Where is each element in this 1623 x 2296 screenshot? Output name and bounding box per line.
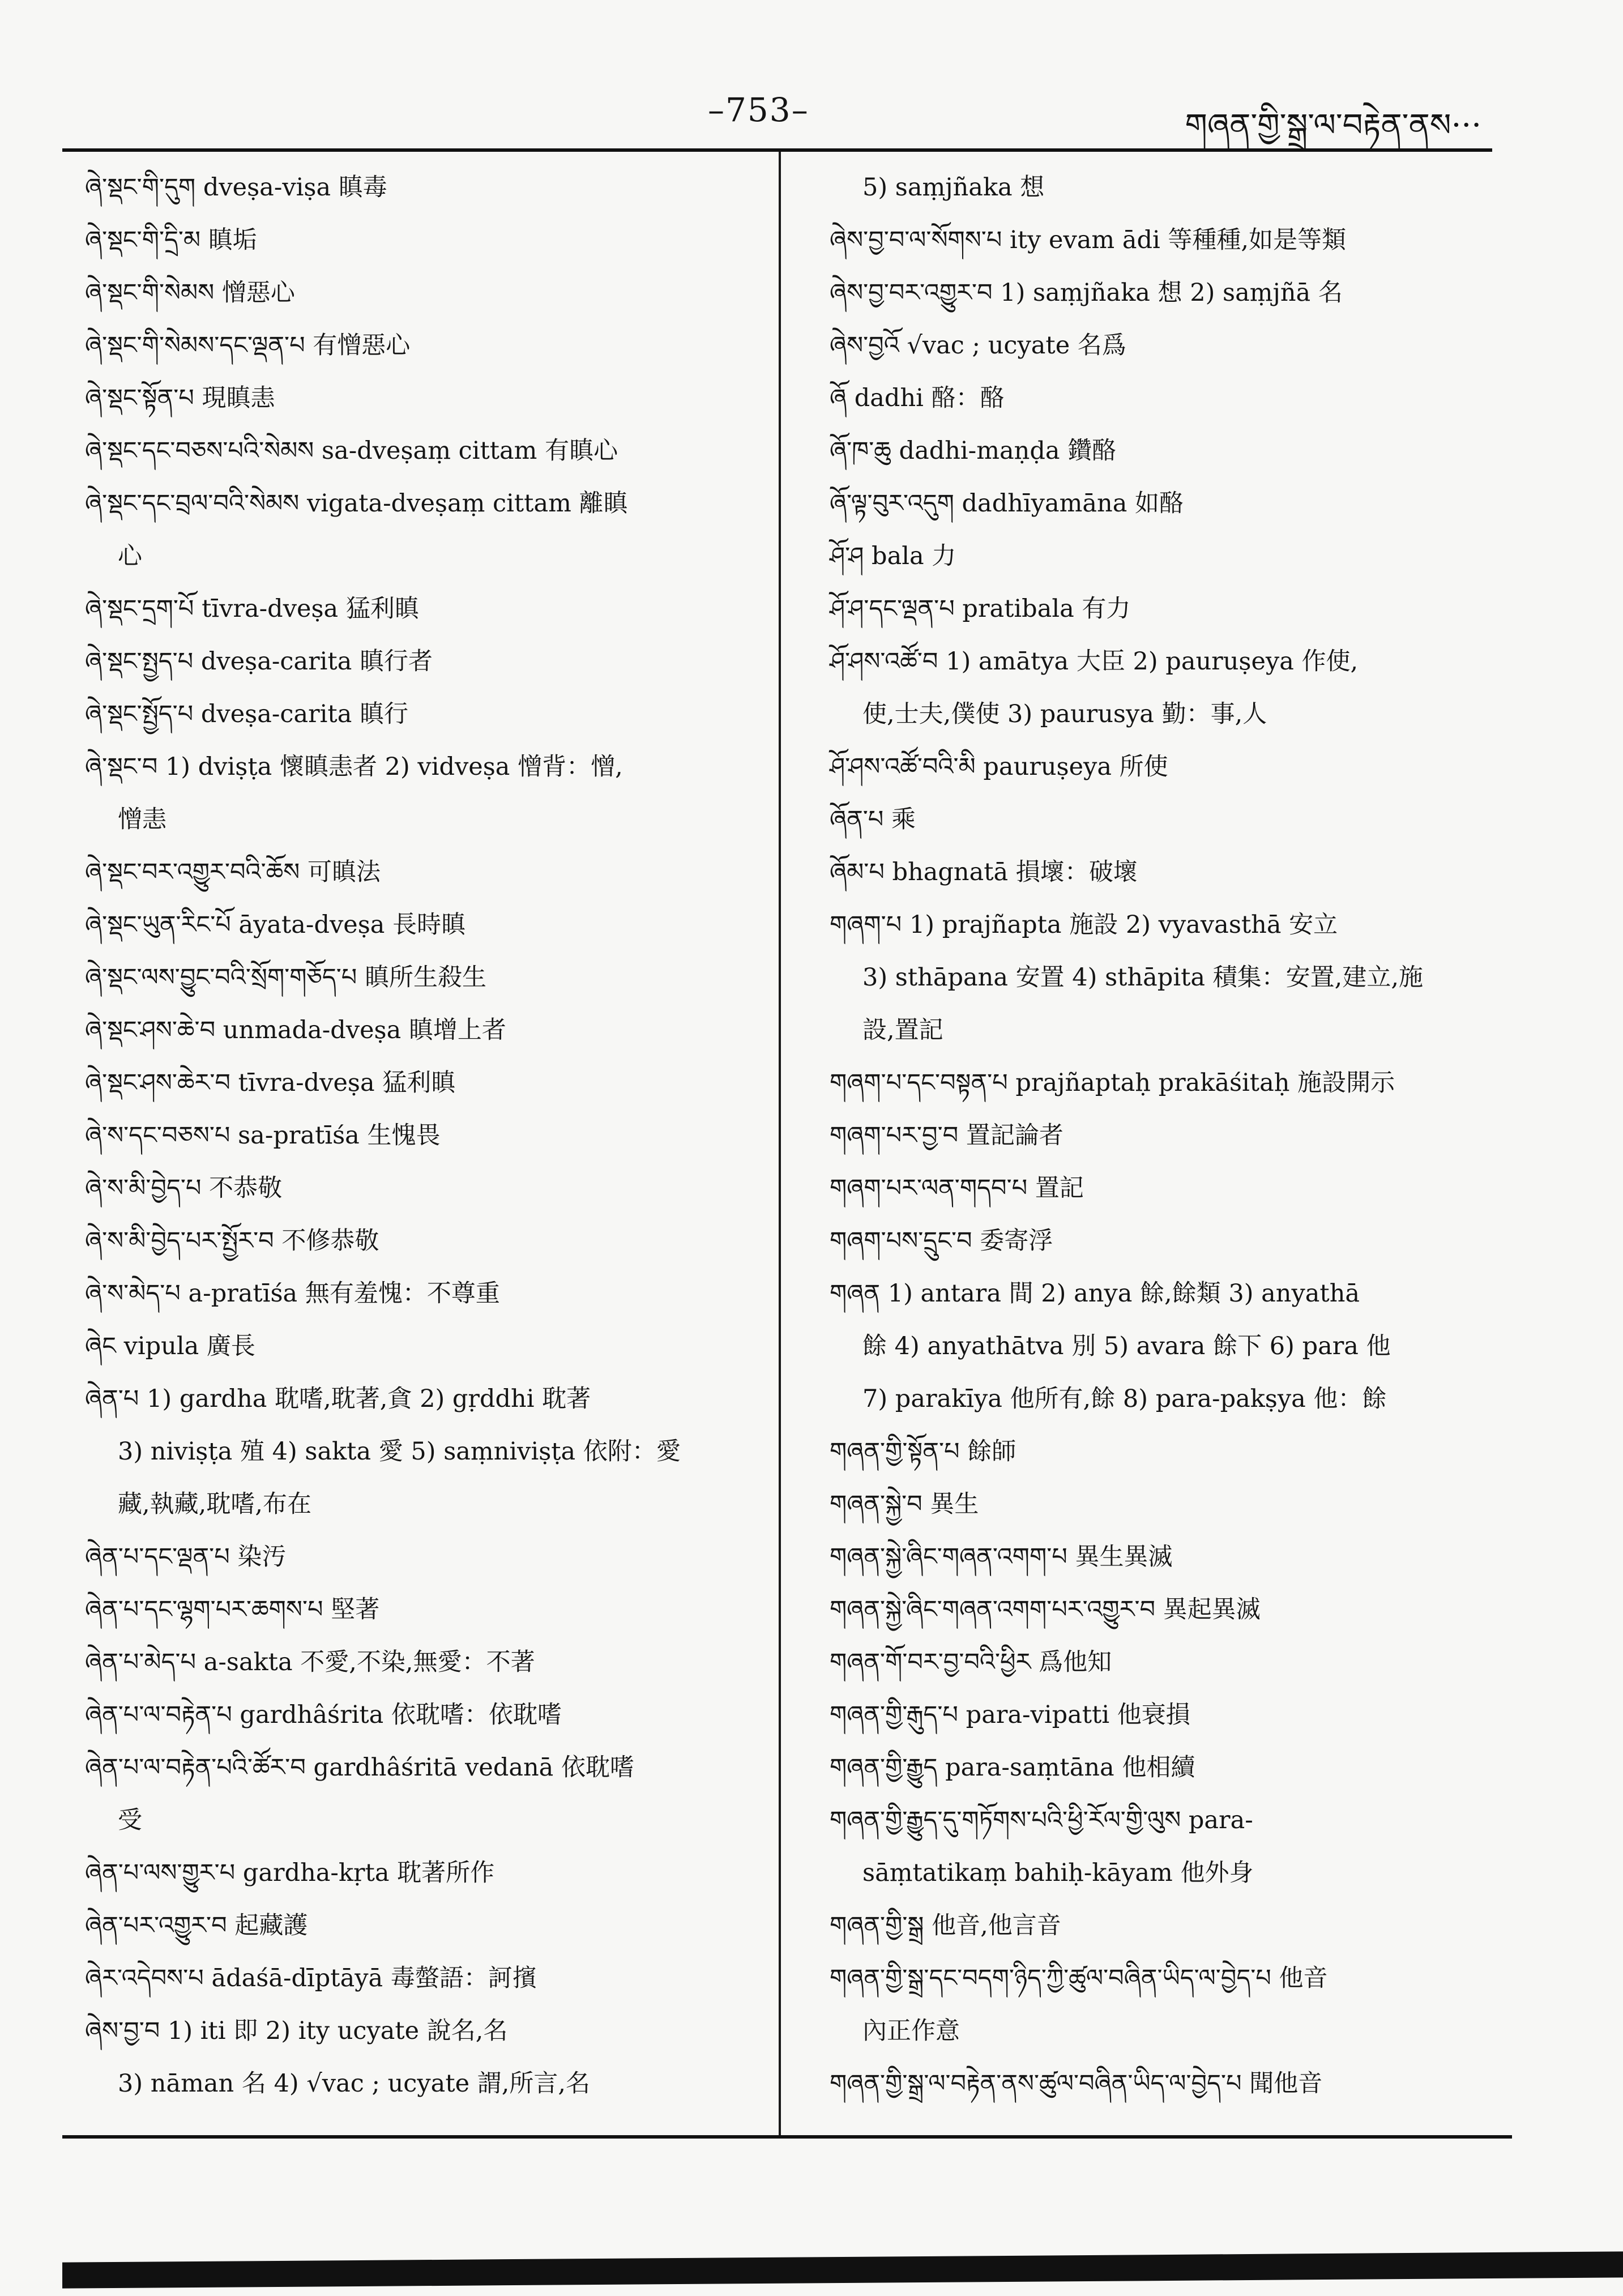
- bottom-rule: [62, 2135, 1512, 2139]
- dictionary-entry: ཞེན་པ་དང་ལྷག་པར་ཆགས་པ 堅著: [85, 1595, 380, 1624]
- dictionary-entry: ཞོ dadhi 酪：酪: [830, 384, 1005, 412]
- entry-continuation: 受: [118, 1806, 142, 1834]
- dictionary-entry: གཞན་གྱི་སྒྲ 他音,他言音: [830, 1911, 1061, 1940]
- dictionary-entry: ཞེ་སྡང་སྤྱད་པ dveṣa-carita 瞋行者: [85, 647, 433, 676]
- left-column: [85, 161, 748, 2110]
- dictionary-entry: ཞེན་པ་མེད་པ a-sakta 不愛,不染,無愛：不著: [85, 1648, 535, 1676]
- dictionary-entry: གཞན་གོ་བར་བྱ་བའི་ཕྱིར 爲他知: [830, 1648, 1112, 1676]
- dictionary-entry: ཞེ་སྡང་གི་དྲི་མ 瞋垢: [85, 226, 257, 254]
- dictionary-entry: ཞེ་སྡང་དང་བྲལ་བའི་སེམས vigata-dveṣaṃ cittam 離瞋: [85, 489, 628, 518]
- entry-continuation: 7) parakīya 他所有,餘 8) para-pakṣya 他：餘: [862, 1385, 1387, 1413]
- dictionary-entry: ཞེ་སྡང་གི་སེམས་དང་ལྡན་པ 有憎惡心: [85, 331, 411, 360]
- dictionary-entry: ཞེ་སྡང་སྟོན་པ 現瞋恚: [85, 384, 275, 412]
- dictionary-entry: ཞེས་བྱ་བ 1) iti 即 2) ity ucyate 說名,名: [85, 2017, 508, 2045]
- page-number: –753–: [708, 91, 809, 129]
- dictionary-entry: ཞེ་སྡང་གི་དུག dveṣa-viṣa 瞋毒: [85, 173, 387, 202]
- dictionary-entry: གཞན་སྐྱེ་ཞིང་གཞན་འགག་པར་འགྱུར་བ 異起異滅: [830, 1595, 1261, 1624]
- dictionary-entry: གཞན་གྱི་རྒྱུད para-saṃtāna 他相續: [830, 1753, 1195, 1782]
- dictionary-entry: གཞན་གྱི་སྒྲ་ལ་བརྟེན་ནས་ཚུལ་བཞིན་ཡིད་ལ་བྱེད་པ 聞他音: [830, 2069, 1323, 2098]
- entry-continuation: sāṃtatikaṃ bahiḥ-kāyam 他外身: [862, 1859, 1254, 1887]
- entry-continuation: 3) sthāpana 安置 4) sthāpita 積集：安置,建立,施: [862, 963, 1423, 992]
- dictionary-entry: ཤོ་ཤས་འཚོ་བའི་མི pauruṣeya 所使: [830, 753, 1168, 781]
- dictionary-entry: ཞོ་ལྟ་བུར་འདུག dadhīyamāna 如酪: [830, 489, 1184, 518]
- column-divider: [779, 152, 781, 2135]
- entry-continuation: 設,置記: [862, 1016, 943, 1044]
- dictionary-entry: ཞེ་སྡང་སྤྱོད་པ dveṣa-carita 瞋行: [85, 700, 408, 728]
- dictionary-entry: ཞེ་ས་མི་བྱེད་པ 不恭敬: [85, 1174, 283, 1202]
- dictionary-entry: ཞེན་པ 1) gardha 耽嗜,耽著,貪 2) gṛddhi 耽著: [85, 1385, 591, 1413]
- dictionary-entry: ཞེ་ས་མེད་པ a-pratīśa 無有羞愧：不尊重: [85, 1279, 500, 1308]
- dictionary-entry: ཞོམ་པ bhagnatā 損壞：破壞: [830, 858, 1138, 886]
- running-head: གཞན་གྱི་སྒྲ་ལ་བརྟེན་ནས···: [1185, 107, 1481, 144]
- dictionary-entry: ཞེན་པ་ལ་བརྟེན་པ gardhâśrita 依耽嗜：依耽嗜: [85, 1701, 562, 1729]
- dictionary-entry: གཞག་པས་དྲུང་བ 委寄浮: [830, 1227, 1053, 1255]
- entry-continuation: 藏,執藏,耽嗜,布在: [118, 1490, 312, 1518]
- dictionary-entry: གཞན་གྱི་སྟོན་པ 餘師: [830, 1437, 1016, 1466]
- dictionary-entry: གཞན་སྐྱེ་ཞིང་གཞན་འགག་པ 異生異滅: [830, 1543, 1173, 1571]
- entry-continuation: 3) nāman 名 4) √vac ; ucyate 謂,所言,名: [118, 2069, 591, 2098]
- entry-continuation: 內正作意: [862, 2017, 960, 2045]
- entry-continuation: 心: [118, 542, 142, 570]
- dictionary-entry: ཞོ་ཁ་ཆུ dadhi-maṇḍa 鑽酪: [830, 437, 1117, 465]
- dictionary-entry: གཞག་པ་དང་བསྟན་པ prajñaptaḥ prakāśitaḥ 施設開示: [830, 1069, 1395, 1097]
- dictionary-entry: གཞག་པར་བྱ་བ 置記論者: [830, 1121, 1064, 1150]
- dictionary-entry: གཞག་པ 1) prajñapta 施設 2) vyavasthā 安立: [830, 911, 1338, 939]
- dictionary-entry: ཤོ་ཤས་འཚོ་བ 1) amātya 大臣 2) pauruṣeya 作使,: [830, 647, 1359, 676]
- scan-edge-bar: [62, 2251, 1623, 2288]
- entry-continuation: 憎恚: [118, 805, 166, 834]
- dictionary-entry: ཞེ་སྡང་ཤས་ཆེར་བ tīvra-dveṣa 猛利瞋: [85, 1069, 456, 1097]
- entry-continuation: 5) saṃjñaka 想: [862, 173, 1045, 202]
- dictionary-entry: གཞན་གྱི་རྒྱུད་དུ་གཏོགས་པའི་ཕྱི་རོལ་གྱི་ལུས para-: [830, 1806, 1253, 1834]
- dictionary-entry: གཞན་གྱི་རྒུད་པ para-vipatti 他衰損: [830, 1701, 1190, 1729]
- entry-continuation: 3) niviṣṭa 殖 4) sakta 愛 5) saṃniviṣṭa 依附：愛: [118, 1437, 681, 1466]
- dictionary-entry: ཞེས་བྱའོ √vac ; ucyate 名爲: [830, 331, 1126, 360]
- dictionary-entry: ཞེ་སྡང་དྲག་པོ tīvra-dveṣa 猛利瞋: [85, 595, 419, 623]
- top-rule: [62, 148, 1492, 152]
- right-column: [830, 161, 1492, 2110]
- dictionary-entry: ཞེ་སྡང་ཤས་ཆེ་བ unmada-dveṣa 瞋增上者: [85, 1016, 506, 1044]
- dictionary-entry: ཞེན་པར་འགྱུར་བ 起藏護: [85, 1911, 308, 1940]
- dictionary-entry: ཞེན་པ་དང་ལྡན་པ 染汚: [85, 1543, 287, 1571]
- dictionary-entry: ཞོན་པ 乘: [830, 805, 916, 834]
- dictionary-entry: ཞེས་བྱ་བར་འགྱུར་བ 1) saṃjñaka 想 2) saṃjñā 名: [830, 279, 1343, 307]
- dictionary-entry: གཞན་གྱི་སྒྲ་དང་བདག་ཉིད་ཀྱི་ཚུལ་བཞིན་ཡིད་ལ་བྱེད་པ 他音: [830, 1964, 1328, 1992]
- dictionary-entry: ཞེ་སྡང་ལས་བྱུང་བའི་སྲོག་གཅོད་པ 瞋所生殺生: [85, 963, 487, 992]
- dictionary-entry: ཞེན་པ་ལས་གྱུར་པ gardha-kṛta 耽著所作: [85, 1859, 495, 1887]
- dictionary-entry: ཞེ་སྡང་ཡུན་རིང་པོ āyata-dveṣa 長時瞋: [85, 911, 466, 939]
- entry-continuation: 餘 4) anyathātva 別 5) avara 餘下 6) para 他: [862, 1332, 1391, 1360]
- dictionary-entry: ཤོ་ཤ bala 力: [830, 542, 956, 570]
- dictionary-entry: ཞེར་འདེབས་པ ādaśā-dīptāyā 毒螫語：訶擯: [85, 1964, 537, 1992]
- dictionary-entry: ཞེ་ས་དང་བཅས་པ sa-pratīśa 生愧畏: [85, 1121, 441, 1150]
- dictionary-entry: ཞེ་སྡང་བར་འགྱུར་བའི་ཆོས 可瞋法: [85, 858, 381, 886]
- dictionary-entry: ཞེ་ས་མི་བྱེད་པར་སྤྱོར་བ 不修恭敬: [85, 1227, 379, 1255]
- dictionary-entry: ཞེང vipula 廣長: [85, 1332, 255, 1360]
- dictionary-entry: ཞེན་པ་ལ་བརྟེན་པའི་ཚོར་བ gardhâśritā vedanā 依耽嗜: [85, 1753, 634, 1782]
- dictionary-entry: ཞེ་སྡང་དང་བཅས་པའི་སེམས sa-dveṣaṃ cittam 有瞋心: [85, 437, 618, 465]
- dictionary-entry: ཞེས་བྱ་བ་ལ་སོགས་པ ity evam ādi 等種種,如是等類: [830, 226, 1347, 254]
- dictionary-entry: ཤོ་ཤ་དང་ལྡན་པ pratibala 有力: [830, 595, 1131, 623]
- dictionary-entry: ཞེ་སྡང་བ 1) dviṣṭa 懷瞋恚者 2) vidveṣa 憎背：憎,: [85, 753, 623, 781]
- dictionary-entry: ཞེ་སྡང་གི་སེམས 憎惡心: [85, 279, 295, 307]
- dictionary-entry: གཞག་པར་ལན་གདབ་པ 置記: [830, 1174, 1084, 1202]
- dictionary-entry: གཞན་སྐྱེ་བ 異生: [830, 1490, 979, 1518]
- dictionary-entry: གཞན 1) antara 間 2) anya 餘,餘類 3) anyathā: [830, 1279, 1360, 1308]
- entry-continuation: 使,士夫,僕使 3) paurusya 勤：事,人: [862, 700, 1267, 728]
